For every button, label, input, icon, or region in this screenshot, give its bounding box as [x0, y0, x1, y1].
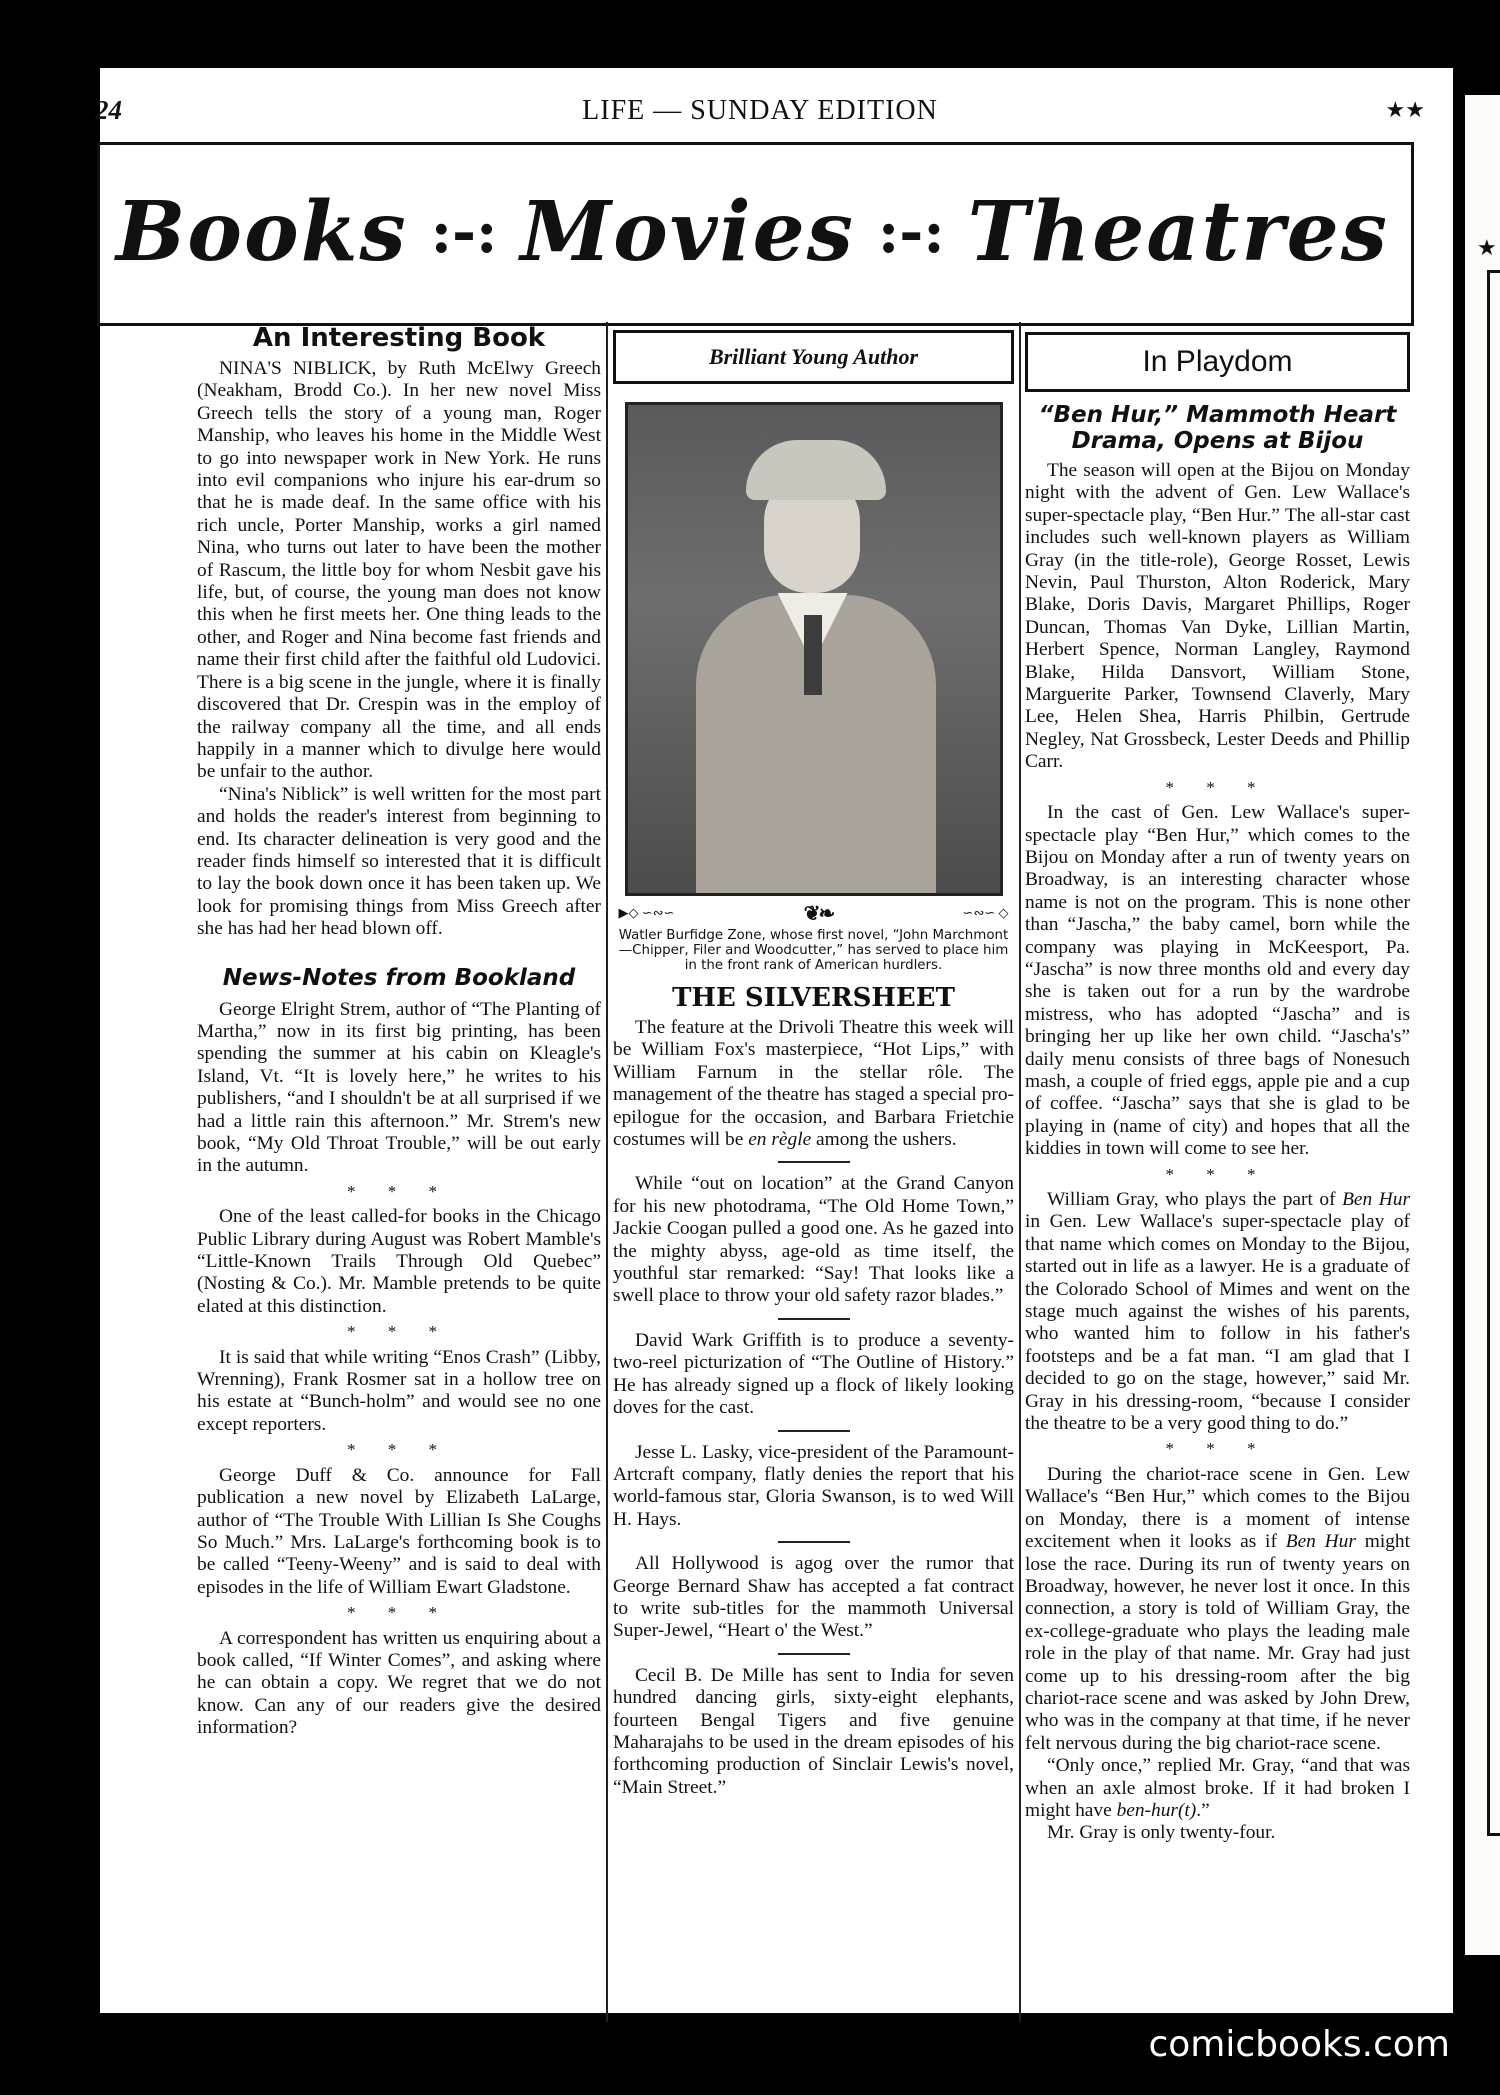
column-theatres	[1025, 322, 1410, 1845]
article-paragraph	[613, 1017, 1014, 1151]
news-note: A correspondent has written us enquiring about a book called, “If Winter Comes”, and asking where he can obtain a copy. We regret that we do not know. Can any of our readers give the desired information?	[197, 1627, 601, 1739]
article-paragraph: Jesse L. Lasky, vice-president of the Paramount-Artcraft company, flatly denies the report that his world-famous star, Gloria Swanson, is to wed Will H. Hays.	[613, 1441, 1014, 1530]
ornament-divider	[619, 902, 1009, 924]
section-banner	[98, 146, 1405, 318]
asterism: * * *	[1165, 777, 1270, 797]
portrait-cap	[746, 440, 886, 500]
section-heading: THE SILVERSHEET	[672, 983, 955, 1013]
adjacent-page-edge	[1465, 95, 1500, 1955]
banner-separator: :-:	[430, 198, 498, 266]
banner-theatres: Theatres	[967, 184, 1389, 280]
italic-phrase: en règle	[748, 1129, 812, 1151]
article-paragraph: In the cast of Gen. Lew Wallace's super-spectacle play “Ben Hur,” which comes to the Bijou on Monday after a run of twenty years on Broadway, is an interesting character whose name is not on the program. This is none other than “Jascha,” the baby camel, born while the company was playing in McKeesport, Pa. “Jascha” is now three months old and every day she is taken out for a run by the wardrobe mistress, who has adopted “Jascha” and is bringing her up like her own child. “Jascha's” daily menu consists of three bags of Nonesuch mash, a couple of fried eggs, apple pie and a cup of coffee. “Jascha” says that she is glad to be playing in (name of city) and hopes that all the kiddies in town will come to see her.	[1025, 802, 1410, 1160]
banner-separator: :-:	[877, 198, 945, 266]
article-paragraph: David Wark Griffith is to produce a seventy-two-reel picturization of “The Outline of History.” He has already signed up a flock of likely looking doves for the cast.	[613, 1329, 1014, 1419]
site-watermark: comicbooks.com	[1148, 2024, 1450, 2065]
banner-movies: Movies	[520, 184, 855, 280]
asterism: * * *	[347, 1603, 451, 1623]
article-paragraph: NINA'S NIBLICK, by Ruth McElwy Greech (Neakham, Brodd Co.). In her new novel Miss Greech tells the story of a young man, Roger Manship, who leaves his home in the Middle West to go into newspaper work in New York. He runs into evil companions who injure his ear-drum so that he is made deaf. In the same office with his rich uncle, Porter Manship, works a girl named Nina, who turns out later to have been the mother of Rascum, the little boy for whom Nesbit gave his life, but, of course, the young man does not know this when he first meets her. One thing leads to the other, and Roger and Nina become fast friends and name their first child after the faithful old Ludovici. There is a big scene in the jungle, where it is finally discovered that Dr. Crespin was in the employ of the railway company all the time, and all ends happily in a manner which to divulge here would be unfair to the author.	[197, 358, 601, 783]
column-rule	[606, 322, 608, 2022]
article-paragraph	[1025, 1755, 1410, 1822]
ornament-center-icon: ❦❧	[803, 900, 834, 925]
item-divider	[778, 1430, 850, 1432]
paragraph-text: “Only once,” replied Mr. Gray, “and that was when an axle almost broke. If it had broken I might have	[1025, 1755, 1410, 1821]
section-heading: News-Notes from Bookland	[222, 964, 576, 991]
article-paragraph	[1025, 1464, 1410, 1755]
boxed-title: In Playdom	[1025, 332, 1410, 392]
article-paragraph: Cecil B. De Mille has sent to India for seven hundred dancing girls, sixty-eight elephants, fourteen Bengal Tigers and five genuine Maharajahs to be used in the dream episodes of his forthcoming production of Sinclair Lewis's novel, “Main Street.”	[613, 1664, 1014, 1798]
adjacent-page-frame	[1487, 270, 1500, 1836]
ornament-left-icon: ▶◇ ∽∾∽	[618, 904, 675, 920]
column-movies	[613, 322, 1014, 1799]
article-paragraph: “Nina's Niblick” is well written for the most part and holds the reader's interest from beginning to end. Its character delineation is very good and the reader finds himself so interested that it is difficult to lay the book down once it has been taken up. We look for promising things from Miss Greech after she has had her head blown off.	[197, 783, 601, 940]
boxed-title: Brilliant Young Author	[613, 330, 1014, 384]
italic-phrase: Ben Hur	[1342, 1189, 1410, 1210]
running-title: LIFE — SUNDAY EDITION	[582, 95, 938, 126]
asterism: * * *	[1165, 1439, 1270, 1459]
ornament-right-icon: ∽∾∽ ◇	[962, 904, 1009, 920]
star-icon: ★	[1477, 235, 1497, 260]
portrait-tie	[804, 615, 822, 695]
paragraph-text: .”	[1196, 1799, 1210, 1821]
article-heading: An Interesting Book	[252, 323, 546, 353]
banner-books: Books	[116, 184, 408, 280]
article-paragraph: Mr. Gray is only twenty-four.	[1047, 1822, 1276, 1844]
edition-stars: ★★	[1385, 97, 1425, 122]
item-divider	[778, 1653, 850, 1655]
article-paragraph: While “out on location” at the Grand Canyon for his new photodrama, “The Old Home Town,” Jackie Coogan pulled a good one. As he gazed into the mighty abyss, age-old as time itself, the youthful star remarked: “Say! That looks like a swell place to throw your old safety razor blades.”	[613, 1173, 1014, 1307]
news-note: George Duff & Co. announce for Fall publication a new novel by Elizabeth LaLarge, author of “The Trouble With Lillian Is She Coughs So Much.” Mrs. LaLarge's forthcoming book is to be called “Teeny-Weeny” and is said to deal with episodes in the life of William Ewart Gladstone.	[197, 1464, 601, 1598]
paragraph-text: might lose the race. During its run of twenty years on Broadway, however, he never lost it once. In this connection, a story is told of William Gray, the ex-college-graduate who plays the leading male role in the play of that name. Mr. Gray had just come up to his dressing-room after the big chariot-race scene and was asked by John Drew, who was in the company at that time, if he never felt nervous during the big chariot-race scene.	[1025, 1531, 1410, 1754]
article-paragraph: The season will open at the Bijou on Monday night with the advent of Gen. Lew Wallace's super-spectacle play, “Ben Hur.” The all-star cast includes such well-known players as William Gray (in the title-role), George Rosset, Lewis Nevin, Paul Thurston, Alton Roderick, Mary Blake, Doris Davis, Margaret Phillips, Roger Duncan, Thomas Van Dyke, Lillian Martin, Herbert Spence, Norman Langley, Raymond Blake, Hilda Dansvort, William Stone, Marguerite Parker, Townsend Claverly, Mary Lee, Helen Shea, Harris Philbin, Gertrude Negley, Nat Grossbeck, Lester Deeds and Phillip Carr.	[1025, 460, 1410, 773]
item-divider	[778, 1161, 850, 1163]
asterism: * * *	[347, 1322, 451, 1342]
article-paragraph	[1025, 1189, 1410, 1435]
asterism: * * *	[347, 1181, 451, 1201]
italic-phrase: Ben Hur	[1285, 1531, 1356, 1553]
paragraph-text: The feature at the Drivoli Theatre this week will be William Fox's masterpiece, “Hot Lips,” with William Farnum in the stellar rôle. The management of the theatre has staged a special pro-epilogue for the occasion, and Barbara Frietchie costumes will be	[613, 1017, 1014, 1151]
paragraph-text: During the chariot-race scene in Gen. Lew Wallace's “Ben Hur,” which comes to the Bijou on Monday, there is a moment of intense excitement when it looks as if	[1025, 1463, 1410, 1553]
column-books	[197, 322, 601, 1740]
paragraph-text: William Gray, who plays the part of	[1047, 1189, 1343, 1210]
asterism: * * *	[347, 1440, 451, 1460]
author-portrait	[625, 402, 1003, 896]
item-divider	[778, 1318, 850, 1320]
italic-phrase: ben-hur(t)	[1116, 1799, 1197, 1821]
article-heading: “Ben Hur,” Mammoth Heart Drama, Opens at Bijou	[1038, 402, 1397, 454]
news-note: George Elright Strem, author of “The Planting of Martha,” now in its first big printing, has been spending the summer at his cabin on Kleagle's Island, Vt. “It is lovely here,” he writes to his publishers, “and I shouldn't be at all surprised if we had a little rain this afternoon.” Mr. Strem's new book, “My Old Throat Trouble,” will be out early in the autumn.	[197, 998, 601, 1177]
item-divider	[778, 1541, 850, 1543]
news-note: It is said that while writing “Enos Crash” (Libby, Wrenning), Frank Rosmer sat in a hollow tree on his estate at “Bunch-holm” and would see no one except reporters.	[197, 1346, 601, 1435]
asterism: * * *	[1165, 1164, 1270, 1184]
news-note: One of the least called-for books in the Chicago Public Library during August was Robert Mamble's “Little-Known Trails Through Old Quebec” (Nosting & Co.). Mr. Mamble pretends to be quite elated at this distinction.	[197, 1206, 601, 1317]
article-paragraph: All Hollywood is agog over the rumor that George Bernard Shaw has accepted a fat contract to write sub-titles for the mammoth Universal Super-Jewel, “Heart o' the West.”	[613, 1553, 1014, 1642]
page-header	[95, 95, 1425, 135]
paragraph-text: among the ushers.	[811, 1129, 957, 1151]
paragraph-text: in Gen. Lew Wallace's super-spectacle play of that name which comes on Monday to the Bijou, started out in life as a lawyer. He is a graduate of the Colorado School of Mimes and went on the stage much against the wishes of his parents, who wanted him to follow in his father's footsteps and be a fat man. “I am glad that I decided to go on the stage, however,” said Mr. Gray in his dressing-room, “because I consider the theatre to be a very good thing to do.”	[1025, 1211, 1410, 1435]
photo-caption: Watler Burfidge Zone, whose first novel, “John Marchmont—Chipper, Filer and Woodcutter,” has served to place him in the front rank of American hurdlers.	[618, 928, 1009, 973]
page-number: 24	[95, 95, 122, 125]
column-rule	[1019, 322, 1021, 2022]
